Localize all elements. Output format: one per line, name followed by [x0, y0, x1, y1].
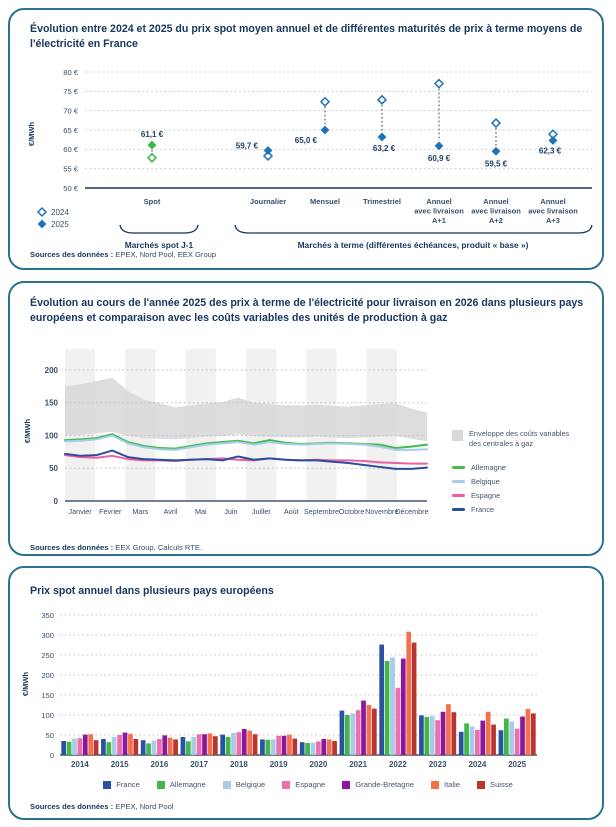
- legend-label: France: [471, 504, 495, 514]
- svg-text:100: 100: [44, 431, 58, 441]
- legend-swatch: [103, 781, 111, 789]
- svg-text:61,1 €: 61,1 €: [140, 130, 164, 140]
- legend-swatch: [477, 781, 485, 789]
- legend-item-allemagne: [157, 780, 206, 789]
- svg-text:Annuel: Annuel: [426, 197, 452, 206]
- legend-label: Espagne: [295, 780, 326, 789]
- chart2-legend: [452, 429, 602, 519]
- svg-text:€/MWh: €/MWh: [27, 121, 36, 147]
- svg-text:2014: 2014: [70, 760, 89, 769]
- legend-label: Allemagne: [471, 462, 506, 472]
- svg-text:Trimestriel: Trimestriel: [363, 197, 401, 206]
- svg-text:2024: 2024: [51, 208, 69, 217]
- sources-value: EPEX, Nord Pool, EEX Group: [113, 250, 217, 259]
- svg-text:Novembre: Novembre: [365, 507, 399, 516]
- legend-envelope: [452, 429, 602, 449]
- svg-text:Octobre: Octobre: [338, 507, 365, 516]
- svg-text:50: 50: [49, 464, 58, 474]
- legend-item-belgique: [223, 780, 266, 789]
- legend-label: Italie: [443, 780, 460, 789]
- chart2-title: Évolution au cours de l'année 2025 des prix à terme de l'électricité pour livraison en 2026 dans plusieurs pays européens et comparaison avec les coûts variables des unités de production à gaz: [30, 297, 584, 324]
- chart3-title: Prix spot annuel dans plusieurs pays européens: [30, 585, 274, 597]
- svg-text:Février: Février: [99, 507, 122, 516]
- svg-text:62,3 €: 62,3 €: [538, 146, 562, 156]
- legend-dash: [452, 466, 465, 469]
- svg-text:2016: 2016: [150, 760, 169, 769]
- svg-text:200: 200: [44, 365, 58, 375]
- svg-text:65,0 €: 65,0 €: [294, 136, 317, 146]
- legend-label: Suisse: [490, 780, 513, 789]
- chart3-bars: [20, 606, 612, 778]
- svg-text:A+1: A+1: [432, 216, 446, 225]
- svg-text:59,7 €: 59,7 €: [235, 141, 258, 151]
- sources-label: Sources des données :: [30, 543, 114, 552]
- svg-text:63,2 €: 63,2 €: [372, 143, 396, 153]
- svg-text:Marchés à terme (différentes é: Marchés à terme (différentes échéances, produit « base »): [297, 240, 529, 250]
- legend-label: Allemagne: [169, 780, 206, 789]
- panel-forward-prices-2026: [8, 281, 604, 556]
- svg-text:200: 200: [41, 670, 54, 680]
- legend-item-suisse: [477, 780, 513, 789]
- svg-text:avec livraison: avec livraison: [528, 206, 578, 216]
- sources-label: Sources des données :: [30, 250, 114, 259]
- svg-text:Spot: Spot: [143, 197, 161, 206]
- svg-text:Septembre: Septembre: [303, 507, 340, 516]
- chart3-legend: [10, 780, 606, 789]
- svg-text:A+2: A+2: [489, 216, 503, 225]
- svg-text:2017: 2017: [190, 760, 209, 769]
- svg-text:Mensuel: Mensuel: [309, 197, 341, 206]
- panel-annual-spot-prices: [8, 566, 604, 820]
- legend-dash: [452, 480, 465, 483]
- svg-text:Marchés spot J-1: Marchés spot J-1: [124, 240, 194, 250]
- svg-text:Mars: Mars: [132, 507, 149, 516]
- legend-swatch: [223, 781, 231, 789]
- svg-text:A+3: A+3: [546, 216, 560, 225]
- legend-swatch: [157, 781, 165, 789]
- sources-value: EEX Group. Calculs RTE.: [113, 543, 203, 552]
- svg-text:€/MWh: €/MWh: [21, 671, 30, 697]
- svg-text:2025: 2025: [51, 220, 69, 229]
- legend-item-france: [452, 505, 602, 514]
- legend-swatch: [431, 781, 439, 789]
- chart1-scatter: [20, 62, 612, 258]
- svg-text:2021: 2021: [349, 760, 368, 769]
- legend-label: Grande-Bretagne: [355, 780, 414, 789]
- svg-text:250: 250: [41, 650, 54, 660]
- svg-text:Avril: Avril: [163, 507, 178, 516]
- svg-text:300: 300: [41, 630, 54, 640]
- svg-text:2024: 2024: [468, 760, 487, 769]
- svg-text:Juin: Juin: [224, 507, 238, 516]
- svg-text:55 €: 55 €: [63, 164, 78, 174]
- envelope-swatch: [452, 430, 463, 441]
- svg-text:avec livraison: avec livraison: [471, 206, 521, 216]
- svg-text:65 €: 65 €: [63, 125, 78, 135]
- svg-text:avec livraison: avec livraison: [414, 206, 464, 216]
- svg-text:60 €: 60 €: [63, 145, 78, 155]
- svg-text:2019: 2019: [269, 760, 288, 769]
- svg-text:2015: 2015: [110, 760, 129, 769]
- legend-item-grande-bretagne: [342, 780, 414, 789]
- legend-label: Espagne: [471, 490, 501, 500]
- chart2-sources: [30, 543, 202, 552]
- legend-item-france: [103, 780, 140, 789]
- legend-label: Belgique: [471, 476, 500, 486]
- legend-item-espagne: [282, 780, 325, 789]
- sources-value: EPEX, Nord Pool: [113, 802, 174, 811]
- legend-dash: [452, 494, 465, 497]
- chart3-sources: [30, 802, 174, 811]
- svg-text:Annuel: Annuel: [540, 197, 566, 206]
- legend-item-italie: [431, 780, 460, 789]
- legend-item-allemagne: [452, 463, 602, 472]
- legend-swatch: [342, 781, 350, 789]
- legend-swatch: [282, 781, 290, 789]
- svg-text:Janvier: Janvier: [68, 507, 92, 516]
- svg-text:150: 150: [41, 690, 54, 700]
- svg-text:0: 0: [53, 496, 58, 506]
- svg-text:70 €: 70 €: [63, 106, 78, 116]
- legend-item-belgique: [452, 477, 602, 486]
- svg-text:60,9 €: 60,9 €: [427, 153, 451, 163]
- svg-text:Juillet: Juillet: [251, 507, 271, 516]
- svg-text:50: 50: [45, 730, 54, 740]
- panel-spot-vs-forward-france: [8, 8, 604, 270]
- svg-text:2020: 2020: [309, 760, 328, 769]
- svg-text:75 €: 75 €: [63, 87, 78, 97]
- svg-text:50 €: 50 €: [63, 183, 78, 193]
- legend-item-espagne: [452, 491, 602, 500]
- svg-text:350: 350: [41, 610, 54, 620]
- svg-text:Mai: Mai: [194, 507, 207, 516]
- svg-text:150: 150: [44, 398, 58, 408]
- chart1-title: Évolution entre 2024 et 2025 du prix spot moyen annuel et de différentes maturités de prix à terme moyens de l'électricité en France: [30, 23, 583, 50]
- svg-text:100: 100: [41, 710, 54, 720]
- chart1-sources: [30, 250, 216, 259]
- svg-text:2025: 2025: [508, 760, 527, 769]
- svg-text:2023: 2023: [428, 760, 447, 769]
- legend-dash: [452, 508, 465, 511]
- svg-text:2018: 2018: [229, 760, 248, 769]
- svg-text:2022: 2022: [388, 760, 407, 769]
- svg-text:59,5 €: 59,5 €: [484, 159, 508, 169]
- svg-text:Août: Août: [283, 507, 299, 516]
- svg-text:80 €: 80 €: [63, 67, 78, 77]
- envelope-label: Enveloppe des coûts variables des centrales à gaz: [469, 429, 570, 448]
- svg-text:0: 0: [49, 750, 54, 760]
- svg-text:Décembre: Décembre: [395, 507, 429, 516]
- sources-label: Sources des données :: [30, 802, 114, 811]
- svg-text:Journalier: Journalier: [249, 197, 287, 206]
- svg-text:Annuel: Annuel: [483, 197, 509, 206]
- svg-text:€/MWh: €/MWh: [23, 418, 32, 444]
- legend-label: Belgique: [235, 780, 266, 789]
- legend-label: France: [116, 780, 140, 789]
